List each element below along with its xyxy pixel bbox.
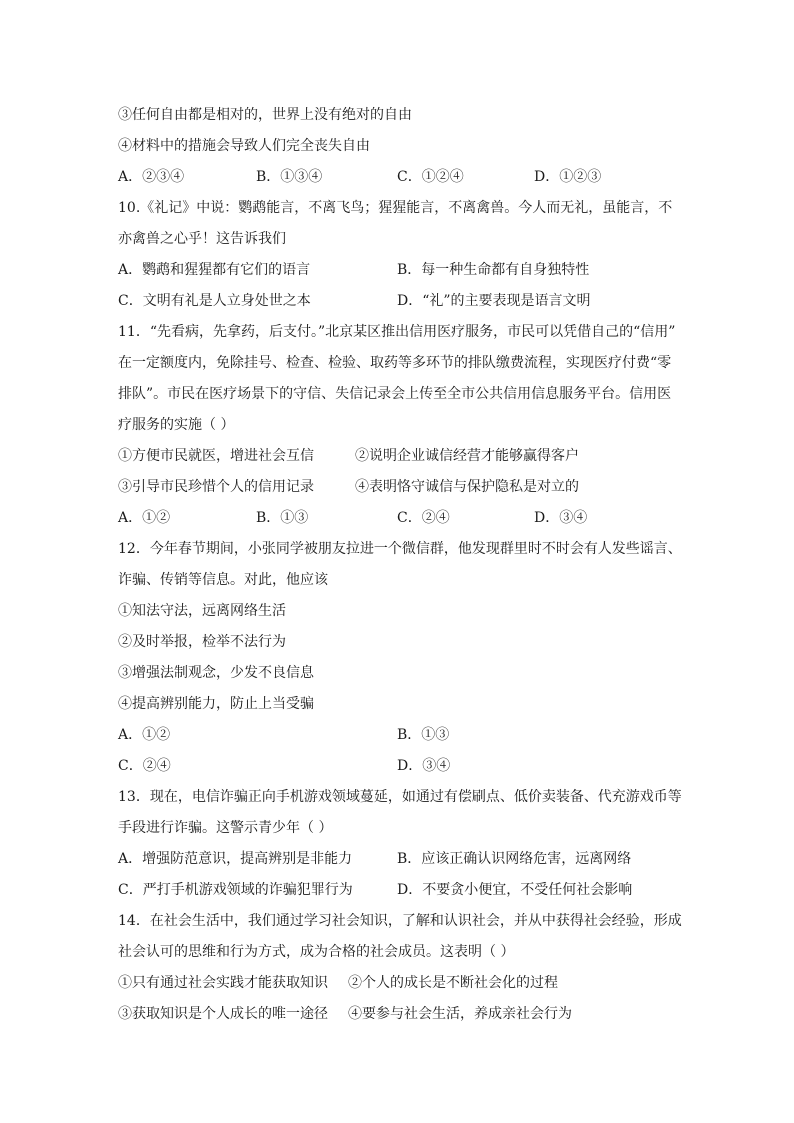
q11-statements-row-2: [118, 472, 688, 503]
q12-option-a: A．①②: [118, 727, 171, 743]
q10-option-a: A．鹦鹉和猩猩都有它们的语言: [118, 262, 311, 278]
q11-stem-line-4: 疗服务的实施（ ）: [118, 417, 235, 433]
q11-stem-line-1: 11．“先看病，先拿药，后支付。”北京某区推出信用医疗服务，市民可以凭借自己的“信用”: [118, 324, 676, 340]
q9-options: [118, 162, 688, 193]
exam-page: [118, 100, 688, 1030]
q14-stem-line-2: 社会认可的思维和行为方式，成为合格的社会成员。这表明（ ）: [118, 944, 515, 960]
q10-option-c: C．文明有礼是人立身处世之本: [118, 293, 311, 309]
q12-option-b: B．①③: [397, 727, 450, 743]
q9-option-d: D．①②③: [534, 169, 602, 185]
q11-statement-2: ②说明企业诚信经营才能够赢得客户: [355, 448, 579, 464]
q10-stem-line-1: 10.《礼记》中说：鹦鹉能言，不离飞鸟；猩猩能言，不离禽兽。今人而无礼，虽能言，不: [118, 200, 673, 216]
q13-stem-line-2: 手段进行诈骗。这警示青少年（ ）: [118, 820, 333, 836]
q11-option-b: B．①③: [256, 510, 309, 526]
q13-options-row-2: [118, 875, 688, 906]
q14-statement-1: ①只有通过社会实践才能获取知识: [118, 975, 328, 991]
q12-options-row-1: [118, 720, 688, 751]
q13-option-b: B．应该正确认识网络危害，远离网络: [397, 851, 632, 867]
q13-option-c: C．严打手机游戏领域的诈骗犯罪行为: [118, 882, 353, 898]
q11-statement-1: ①方便市民就医，增进社会互信: [118, 448, 314, 464]
q12-stem-line-2: 诈骗、传销等信息。对此，他应该: [118, 572, 328, 588]
q9-statement-3: ③任何自由都是相对的，世界上没有绝对的自由: [118, 107, 412, 123]
q12-statement-4: ④提高辨别能力，防止上当受骗: [118, 696, 314, 712]
q11-statements-row-1: [118, 441, 688, 472]
q13-options-row-1: [118, 844, 688, 875]
q11-option-c: C．②④: [397, 510, 450, 526]
q10-option-d: D．“礼”的主要表现是语言文明: [397, 293, 591, 309]
q12-options-row-2: [118, 751, 688, 782]
q12-option-d: D．③④: [397, 758, 451, 774]
q14-statement-4: ④要参与社会生活，养成亲社会行为: [348, 1006, 572, 1022]
q14-statement-3: ③获取知识是个人成长的唯一途径: [118, 1006, 328, 1022]
q14-statement-2: ②个人的成长是不断社会化的过程: [348, 975, 558, 991]
q11-stem-line-2: 在一定额度内，免除挂号、检查、检验、取药等多环节的排队缴费流程，实现医疗付费“零: [118, 355, 672, 371]
q10-stem-line-2: 亦禽兽之心乎！这告诉我们: [118, 231, 286, 247]
q10-options-row-1: [118, 255, 688, 286]
q12-statement-2: ②及时举报，检举不法行为: [118, 634, 286, 650]
q14-statements-row-2: [118, 999, 688, 1030]
q9-statement-4: ④材料中的措施会导致人们完全丧失自由: [118, 138, 370, 154]
q11-option-d: D．③④: [534, 510, 588, 526]
q11-statement-3: ③引导市民珍惜个人的信用记录: [118, 479, 314, 495]
q9-option-c: C．①②④: [397, 169, 464, 185]
q12-stem-line-1: 12．今年春节期间，小张同学被朋友拉进一个微信群，他发现群里时不时会有人发些谣言、: [118, 541, 682, 557]
q13-option-d: D．不要贪小便宜，不受任何社会影响: [397, 882, 633, 898]
q12-statement-3: ③增强法制观念，少发不良信息: [118, 665, 314, 681]
q13-stem-line-1: 13．现在，电信诈骗正向手机游戏领域蔓延，如通过有偿刷点、低价卖装备、代充游戏币等: [118, 789, 682, 805]
q10-option-b: B．每一种生命都有自身独特性: [397, 262, 590, 278]
q12-statement-1: ①知法守法，远离网络生活: [118, 603, 286, 619]
q14-statements-row-1: [118, 968, 688, 999]
q12-option-c: C．②④: [118, 758, 171, 774]
q11-option-a: A．①②: [118, 510, 171, 526]
q14-stem-line-1: 14．在社会生活中，我们通过学习社会知识，了解和认识社会，并从中获得社会经验，形成: [118, 913, 682, 929]
q11-stem-line-3: 排队”。市民在医疗场景下的守信、失信记录会上传至全市公共信用信息服务平台。信用医: [118, 386, 672, 402]
q13-option-a: A．增强防范意识，提高辨别是非能力: [118, 851, 353, 867]
q9-option-b: B．①③④: [256, 169, 323, 185]
q11-statement-4: ④表明恪守诚信与保护隐私是对立的: [355, 479, 579, 495]
q11-options: [118, 503, 688, 534]
q9-option-a: A．②③④: [118, 169, 185, 185]
q10-options-row-2: [118, 286, 688, 317]
